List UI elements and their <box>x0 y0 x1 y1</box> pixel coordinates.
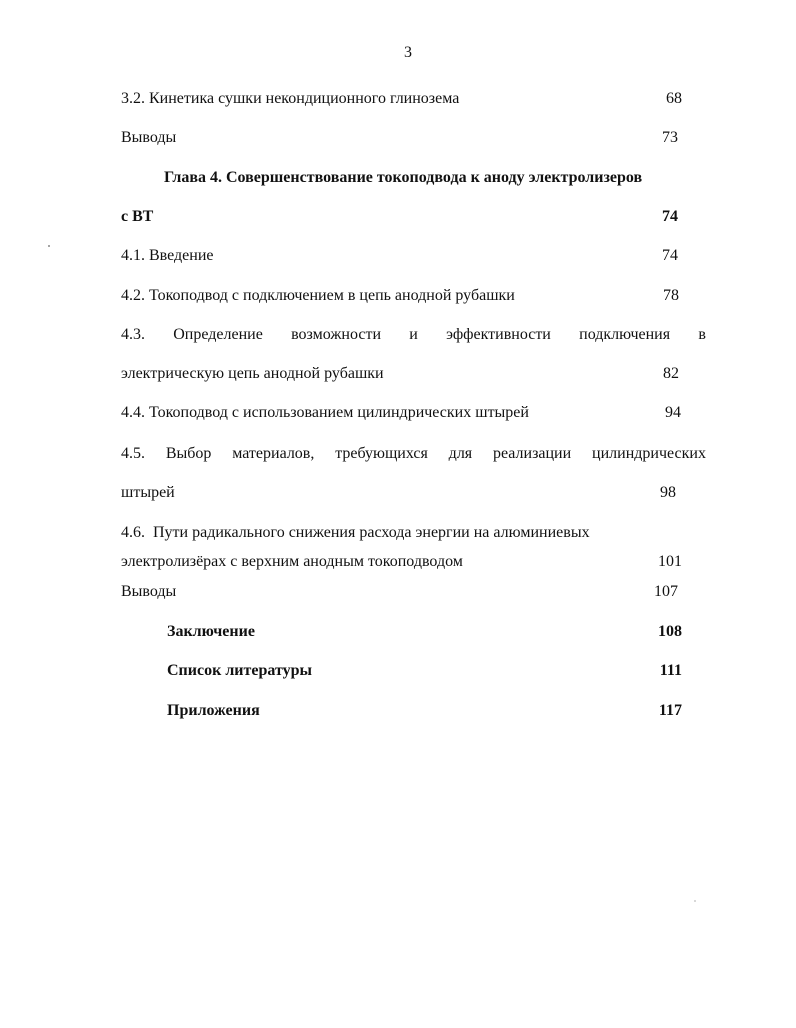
toc-word: требующихся <box>335 445 428 462</box>
toc-word: возможности <box>291 326 381 343</box>
toc-entry-page: 82 <box>663 365 679 382</box>
toc-word: Выбор <box>165 445 212 462</box>
toc-section-title: Список литературы <box>167 662 312 679</box>
toc-entry-page: 74 <box>662 247 678 264</box>
toc-entry-title: Выводы <box>121 129 177 146</box>
toc-word: и <box>409 326 418 343</box>
toc-word: эффективности <box>446 326 551 343</box>
toc-entry-page: 73 <box>662 129 678 146</box>
toc-entry-title: 4.1. Введение <box>121 247 214 264</box>
toc-entry-title: Выводы <box>121 583 177 600</box>
toc-entry-title: 4.4. Токоподвод с использованием цилиндрических штырей <box>121 404 529 421</box>
page-number: 3 <box>404 44 412 61</box>
toc-entry-page: 78 <box>663 287 679 304</box>
toc-word: материалов, <box>232 445 315 462</box>
toc-entry-title: 4.6. Пути радикального снижения расхода энергии на алюминиевых <box>121 524 590 541</box>
toc-section-page: 117 <box>658 702 682 719</box>
toc-entry-justified-line <box>121 445 706 463</box>
toc-entry-title: 3.2. Кинетика сушки некондиционного глинозема <box>121 90 460 107</box>
toc-word: в <box>698 326 706 343</box>
toc-word: 4.3. <box>121 326 145 343</box>
toc-word: 4.5. <box>121 445 145 462</box>
toc-entry-page: 98 <box>660 484 676 501</box>
toc-section-page: 108 <box>658 623 682 640</box>
toc-entry-page: 107 <box>654 583 678 600</box>
toc-entry-title-cont: штырей <box>121 484 175 501</box>
toc-entry-title-cont: электролизёрах с верхним анодным токоподводом <box>121 553 463 570</box>
toc-entry-page: 68 <box>666 90 682 107</box>
toc-word: реализации <box>492 445 572 462</box>
toc-section-title: Приложения <box>167 702 260 719</box>
toc-entry-title-cont: электрическую цепь анодной рубашки <box>121 365 384 382</box>
chapter-heading-line2: с ВТ <box>121 208 154 225</box>
chapter-heading-line1: Глава 4. Совершенствование токоподвода к аноду электролизеров <box>164 169 643 186</box>
toc-section-page: 111 <box>659 662 682 679</box>
toc-section-title: Заключение <box>167 623 255 640</box>
toc-word: Определение <box>173 326 263 343</box>
scan-speck <box>48 245 50 247</box>
scan-speck <box>694 900 696 902</box>
chapter-heading-page: 74 <box>662 208 678 225</box>
toc-word: для <box>448 445 473 462</box>
toc-entry-title: 4.2. Токоподвод с подключением в цепь анодной рубашки <box>121 287 515 304</box>
toc-entry-justified-line <box>121 326 706 344</box>
toc-entry-page: 101 <box>658 553 682 570</box>
toc-entry-page: 94 <box>665 404 681 421</box>
toc-word: подключения <box>579 326 671 343</box>
toc-word: цилиндрических <box>592 445 706 462</box>
